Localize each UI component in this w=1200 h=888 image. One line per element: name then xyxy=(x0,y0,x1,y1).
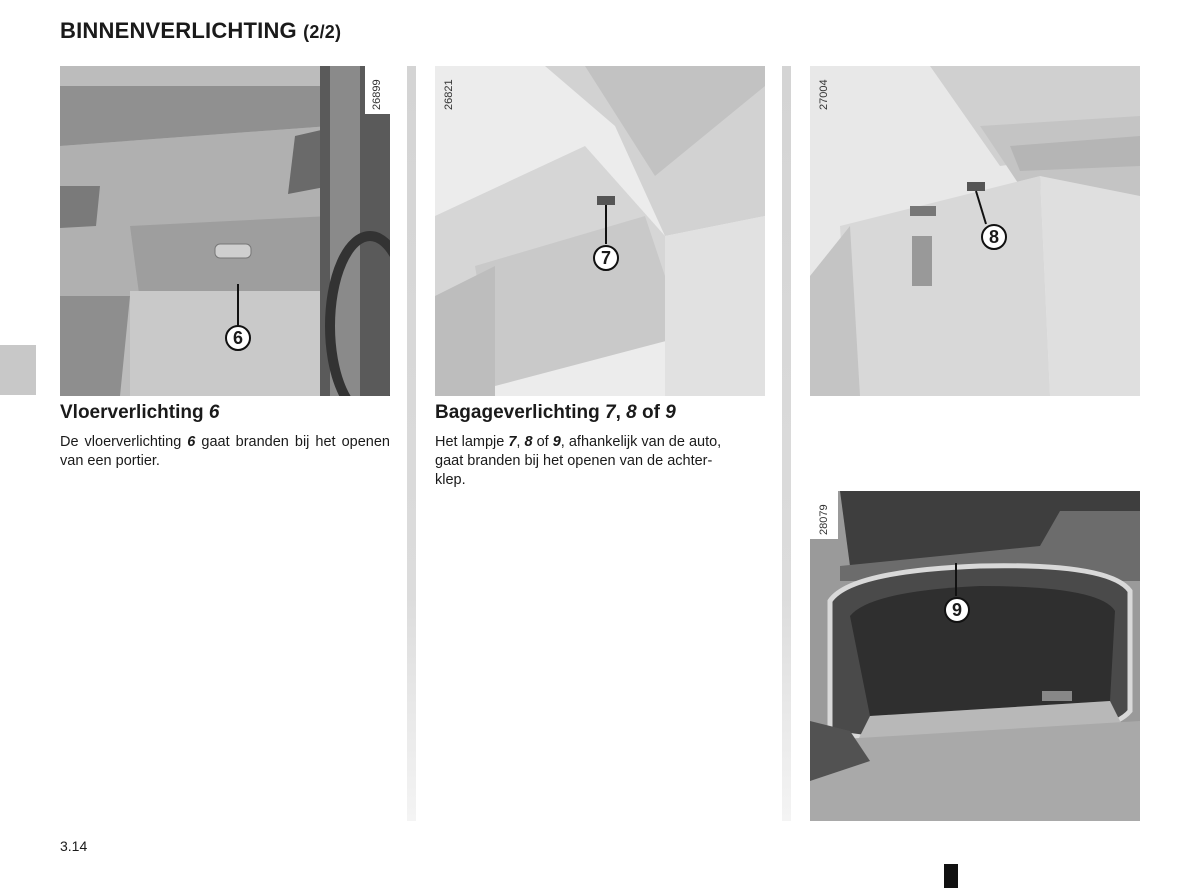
ref-number: 8 xyxy=(524,434,533,450)
page-title xyxy=(60,18,341,44)
photo-luggage-light-9 xyxy=(810,491,1140,821)
thumb-index-marker xyxy=(944,864,958,888)
column-divider-right xyxy=(782,66,791,821)
dashboard-illustration xyxy=(60,66,390,396)
heading-text: of xyxy=(636,402,666,423)
photo-luggage-light-7 xyxy=(435,66,765,396)
text-span: , xyxy=(516,434,525,450)
ref-number: 7 xyxy=(508,434,517,450)
photo-id-label: 28079 xyxy=(818,504,830,535)
section-heading-floor-light xyxy=(60,402,219,424)
photo-floor-light xyxy=(60,66,390,396)
text-span: Het lampje xyxy=(435,434,509,450)
text-span: , afhankelijk van de auto, xyxy=(560,434,722,450)
text-span: De vloerverlichting xyxy=(60,434,188,450)
page-title-suffix: (2/2) xyxy=(303,22,342,42)
text-line: klep. xyxy=(435,472,466,488)
heading-text: Vloerverlichting xyxy=(60,402,209,423)
heading-separator: , xyxy=(615,402,627,423)
photo-id-label: 27004 xyxy=(818,79,830,110)
heading-ref-number: 9 xyxy=(665,402,676,423)
boot-illustration-8 xyxy=(810,66,1140,396)
photo-id-label: 26899 xyxy=(371,79,383,110)
boot-illustration-7 xyxy=(435,66,765,396)
ref-number: 9 xyxy=(552,434,561,450)
floor-light-description xyxy=(60,433,390,471)
text-span: gaat branden bij het openen van een portier. xyxy=(60,434,390,469)
heading-ref-number: 8 xyxy=(626,402,637,423)
callout-7: 7 xyxy=(593,245,619,271)
heading-text: Bagageverlichting xyxy=(435,402,605,423)
heading-ref-number: 6 xyxy=(208,402,220,423)
section-tab-marker xyxy=(0,345,36,395)
page-number: 3.14 xyxy=(60,838,88,854)
page-title-text: BINNENVERLICHTING xyxy=(60,18,297,43)
column-divider-left xyxy=(407,66,416,821)
callout-9: 9 xyxy=(944,597,970,623)
text-line: gaat branden bij het openen van de achter- xyxy=(435,453,713,469)
photo-luggage-light-8 xyxy=(810,66,1140,396)
boot-illustration-9 xyxy=(810,491,1140,821)
callout-8: 8 xyxy=(981,224,1007,250)
luggage-light-description xyxy=(435,433,767,490)
photo-id-label: 26821 xyxy=(443,79,455,110)
ref-number: 6 xyxy=(187,434,196,450)
section-heading-luggage-light xyxy=(435,402,676,424)
heading-ref-number: 7 xyxy=(605,402,616,423)
callout-6: 6 xyxy=(225,325,251,351)
text-line xyxy=(435,433,767,452)
text-span: of xyxy=(532,434,553,450)
